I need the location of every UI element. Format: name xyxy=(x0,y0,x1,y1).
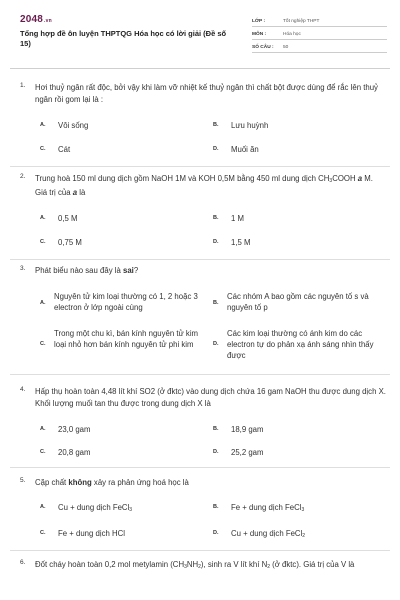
option-text: Lưu huỳnh xyxy=(231,121,269,130)
text-part: NH xyxy=(186,560,199,569)
meta-row-subject xyxy=(252,27,387,40)
question-divider xyxy=(10,550,390,551)
question-text xyxy=(35,477,387,489)
header-divider xyxy=(10,68,390,69)
option-letter: A. xyxy=(40,122,46,128)
text-part: Cặp chất xyxy=(35,478,69,487)
option-text: 20,8 gam xyxy=(58,448,91,457)
option-letter: B. xyxy=(213,122,219,128)
option-text: Trong một chu kì, bán kính nguyên tử kim loại nhỏ hơn bán kính nguyên tử phi kim xyxy=(54,329,199,349)
option-letter: A. xyxy=(40,426,46,432)
text-part: Trung hoà 150 ml dung dịch gồm NaOH 1M và KOH 0,5M bằng 450 ml dung dịch CH xyxy=(35,174,330,183)
option-text: Vôi sống xyxy=(58,121,89,130)
text-part: Cu + dung dịch FeCl xyxy=(231,529,303,538)
text-part: Fe + dung dịch FeCl xyxy=(231,503,302,512)
option-letter: C. xyxy=(40,146,46,152)
logo-text: 2048 xyxy=(20,14,44,25)
option-text: 1 M xyxy=(231,214,244,223)
option-letter: D. xyxy=(213,449,219,455)
option-letter: D. xyxy=(213,146,219,152)
option-text xyxy=(231,502,304,516)
question-text xyxy=(35,559,387,573)
option-letter: D. xyxy=(213,239,219,245)
question-text: Hấp thụ hoàn toàn 4,48 lít khí SO2 (ở đktc) vào dung dịch chứa 16 gam NaOH thu được dung dịch X. Khối lượng muối tan thu được trong dung dịch X là xyxy=(35,387,386,408)
text-part: xảy ra phản ứng hoá học là xyxy=(91,478,189,487)
option-text: Các kim loại thường có ánh kim do các electron tự do phản xạ ánh sáng nhìn thấy được xyxy=(227,329,374,360)
text-part: Đốt cháy hoàn toàn 0,2 mol metylamin (CH xyxy=(35,560,185,569)
text-part: ), sinh ra V lít khí N xyxy=(200,560,268,569)
option-letter: B. xyxy=(213,300,219,306)
option-letter: A. xyxy=(40,300,46,306)
option-letter: A. xyxy=(40,215,46,221)
subscript: 3 xyxy=(329,178,333,184)
option-text: 23,0 gam xyxy=(58,425,91,434)
question-number: 2. xyxy=(20,173,26,180)
option-text: Nguyên tử kim loại thường có 1, 2 hoặc 3 electron ở lớp ngoài cùng xyxy=(54,292,198,312)
document-meta xyxy=(252,14,387,53)
option-text: 1,5 M xyxy=(231,238,251,247)
text-part: COOH xyxy=(332,174,358,183)
option-text: Cát xyxy=(58,145,71,154)
text-part: Cu + dung dịch FeCl xyxy=(58,503,130,512)
option-letter: B. xyxy=(213,426,219,432)
option-letter: C. xyxy=(40,530,46,536)
option-text: 0,5 M xyxy=(58,214,78,223)
document-header xyxy=(0,0,400,62)
option-letter: D. xyxy=(213,341,219,347)
question-divider xyxy=(10,467,390,468)
question-divider xyxy=(10,374,390,375)
question-number: 4. xyxy=(20,386,26,393)
document-title: Tổng hợp đề ôn luyện THPTQG Hóa học có lời giải (Đề số 15) xyxy=(20,29,227,48)
variable-a: a xyxy=(72,188,78,197)
option-letter: C. xyxy=(40,341,46,347)
question-divider xyxy=(10,259,390,260)
option-text: Các nhóm A bao gồm các nguyên tố s và nguyên tố p xyxy=(227,292,369,312)
option-text xyxy=(58,528,125,539)
text-part: là xyxy=(77,188,86,197)
text-part: Fe + dung dịch HCl xyxy=(58,529,125,538)
variable-a: a xyxy=(357,174,363,183)
question-number: 1. xyxy=(20,82,26,89)
emphasis: không xyxy=(68,478,92,487)
meta-row-count xyxy=(252,40,387,53)
meta-key: MÔN : xyxy=(252,32,267,37)
option-letter: C. xyxy=(40,239,46,245)
text-part: (ở đktc). Giá trị của V là xyxy=(269,560,355,569)
subscript: 3 xyxy=(129,507,133,513)
subscript: 3 xyxy=(301,507,305,513)
question-divider xyxy=(10,166,390,167)
subscript: 3 xyxy=(184,564,187,570)
option-text: Muối ăn xyxy=(231,145,259,154)
meta-key: LỚP : xyxy=(252,19,266,24)
question-text xyxy=(35,265,387,277)
option-letter: C. xyxy=(40,449,46,455)
meta-value: Hóa học xyxy=(283,32,301,37)
logo-suffix: .vn xyxy=(44,18,52,24)
subscript: 2 xyxy=(267,564,270,570)
option-text xyxy=(58,502,132,516)
site-logo[interactable] xyxy=(20,14,52,25)
option-text: 18,9 gam xyxy=(231,425,264,434)
option-text: 25,2 gam xyxy=(231,448,264,457)
meta-value: 50 xyxy=(283,45,289,50)
question-number: 6. xyxy=(20,559,26,566)
text-part: ? xyxy=(133,266,139,275)
option-text xyxy=(231,528,305,542)
question-number: 5. xyxy=(20,477,26,484)
emphasis: sai xyxy=(123,266,134,275)
option-letter: A. xyxy=(40,504,46,510)
question-number: 3. xyxy=(20,265,26,272)
option-letter: D. xyxy=(213,530,219,536)
text-part: Phát biểu nào sau đây là xyxy=(35,266,123,275)
subscript: 2 xyxy=(198,564,201,570)
option-text: 0,75 M xyxy=(58,238,82,247)
question-text xyxy=(35,173,387,199)
option-letter: B. xyxy=(213,504,219,510)
meta-value: Tốt nghiệp THPT xyxy=(283,19,320,24)
subscript: 2 xyxy=(302,533,306,539)
text-part: M. Giá trị của xyxy=(35,174,373,197)
question-text: Hơi thuỷ ngân rất độc, bởi vậy khi làm vỡ nhiệt kế thuỷ ngân thì chất bột được dùng để rắc lên thuỷ ngân rồi gom lại là : xyxy=(35,83,378,104)
meta-key: SỐ CÂU : xyxy=(252,45,274,50)
meta-row-class xyxy=(252,14,387,27)
option-letter: B. xyxy=(213,215,219,221)
